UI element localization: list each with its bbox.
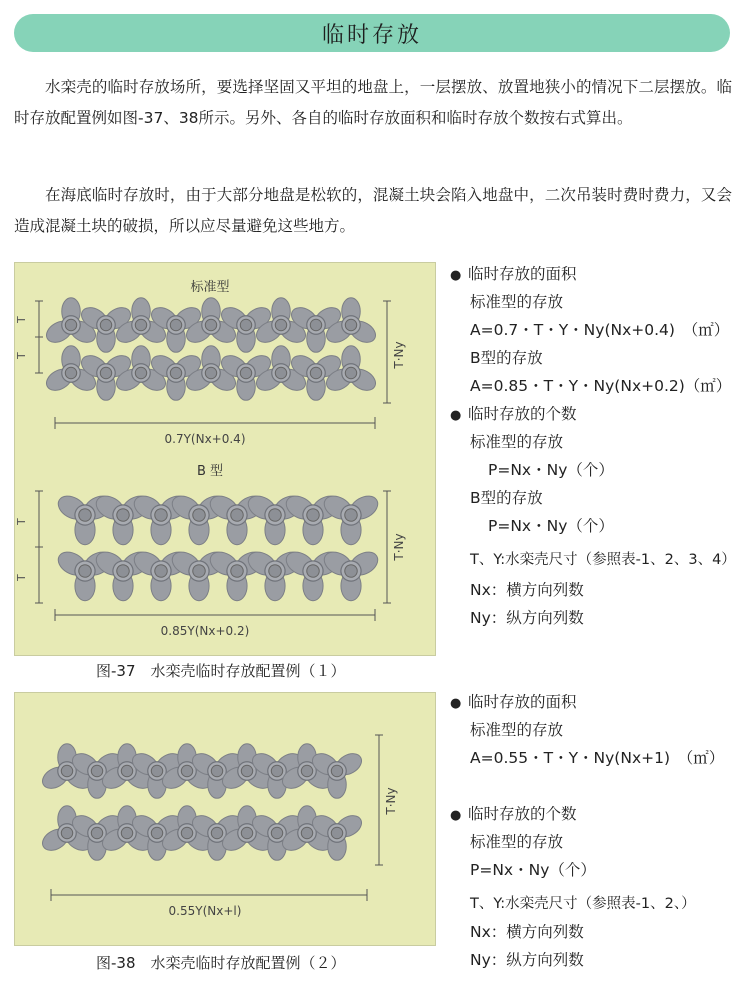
std-count-formula: P=Nx・Ny（个） bbox=[488, 461, 614, 479]
figure-38-caption: 图-38 水栾壳临时存放配置例（２） bbox=[96, 954, 346, 972]
fig37-t-label-1: T bbox=[15, 316, 28, 323]
fig37-t-label-3: T bbox=[15, 518, 28, 525]
fig37-upper-dim: 0.7Y(Nx+0.4) bbox=[164, 432, 246, 446]
fig37-t-label-2: T bbox=[15, 352, 28, 359]
fig37-t-label-4: T bbox=[15, 574, 28, 581]
b-count-formula: P=Nx・Ny（个） bbox=[488, 517, 614, 535]
std-count-label: 标准型的存放 bbox=[470, 433, 564, 451]
section-title-banner bbox=[14, 14, 730, 52]
note-nx-2: Nx：横方向列数 bbox=[470, 923, 584, 941]
paragraph-2: 在海底临时存放时，由于大部分地盘是松软的，混凝土块会陷入地盘中，二次吊装时费时费力，又会造成混凝土块的破损，所以应尽量避免这些地方。 bbox=[14, 186, 732, 235]
bullet-icon: ● bbox=[450, 408, 462, 423]
area-heading: 临时存放的面积 bbox=[468, 265, 577, 283]
count-heading-2: 临时存放的个数 bbox=[468, 805, 577, 823]
note-ny: Ny：纵方向列数 bbox=[470, 609, 584, 627]
figure-37-caption: 图-37 水栾壳临时存放配置例（１） bbox=[96, 662, 346, 680]
fig38-standard-blocks bbox=[39, 744, 365, 861]
fig37-lower-label: B 型 bbox=[196, 464, 224, 479]
fig38-dim: 0.55Y(Nx+l) bbox=[168, 904, 242, 918]
b-area-label: B型的存放 bbox=[470, 349, 543, 367]
count-heading: 临时存放的个数 bbox=[468, 405, 577, 423]
bullet-icon: ● bbox=[450, 808, 462, 823]
fig37-b-type-blocks bbox=[49, 473, 392, 609]
b-count-label: B型的存放 bbox=[470, 489, 543, 507]
bullet-icon: ● bbox=[450, 696, 462, 711]
b-area-formula: A=0.85・T・Y・Ny(Nx+0.2)（㎡） bbox=[470, 377, 732, 395]
note-ny-2: Ny：纵方向列数 bbox=[470, 951, 584, 969]
fig37-tny-label-upper: T·Ny bbox=[392, 341, 406, 369]
fig37-upper-label: 标准型 bbox=[190, 280, 230, 295]
std-area-formula: A=0.7・T・Y・Ny(Nx+0.4) （㎡） bbox=[470, 321, 730, 339]
figure-37 bbox=[14, 262, 436, 656]
std-count-label-2: 标准型的存放 bbox=[470, 833, 564, 851]
fig37-tny-label-lower: T·Ny bbox=[392, 533, 406, 561]
figure-38 bbox=[14, 692, 436, 946]
note-ty: T、Y:水栾壳尺寸（参照表-1、2、3、4） bbox=[470, 552, 736, 568]
std-area-label: 标准型的存放 bbox=[470, 293, 564, 311]
count-formula-2: P=Nx・Ny（个） bbox=[470, 861, 596, 879]
bullet-icon: ● bbox=[450, 268, 462, 283]
fig37-lower-dim: 0.85Y(Nx+0.2) bbox=[160, 624, 250, 638]
fig37-standard-blocks bbox=[43, 298, 379, 401]
fig38-tny-label: T·Ny bbox=[384, 787, 398, 815]
std-area-label-2: 标准型的存放 bbox=[470, 721, 564, 739]
figure-38-drawing bbox=[15, 693, 435, 945]
note-ty-2: T、Y:水栾壳尺寸（参照表-1、2、） bbox=[470, 896, 696, 912]
paragraph-1: 水栾壳的临时存放场所，要选择坚固又平坦的地盘上，一层摆放、放置地狭小的情况下二层摆放。临时存放配置例如图-37、38所示。另外、各自的临时存放面积和临时存放个数按右式算出。 bbox=[14, 78, 732, 127]
area-heading-2: 临时存放的面积 bbox=[468, 693, 577, 711]
section-title: 临时存放 bbox=[321, 22, 422, 48]
figure-37-drawing bbox=[15, 263, 435, 655]
note-nx: Nx：横方向列数 bbox=[470, 581, 584, 599]
area-formula-2: A=0.55・T・Y・Ny(Nx+1) （㎡） bbox=[470, 749, 725, 767]
